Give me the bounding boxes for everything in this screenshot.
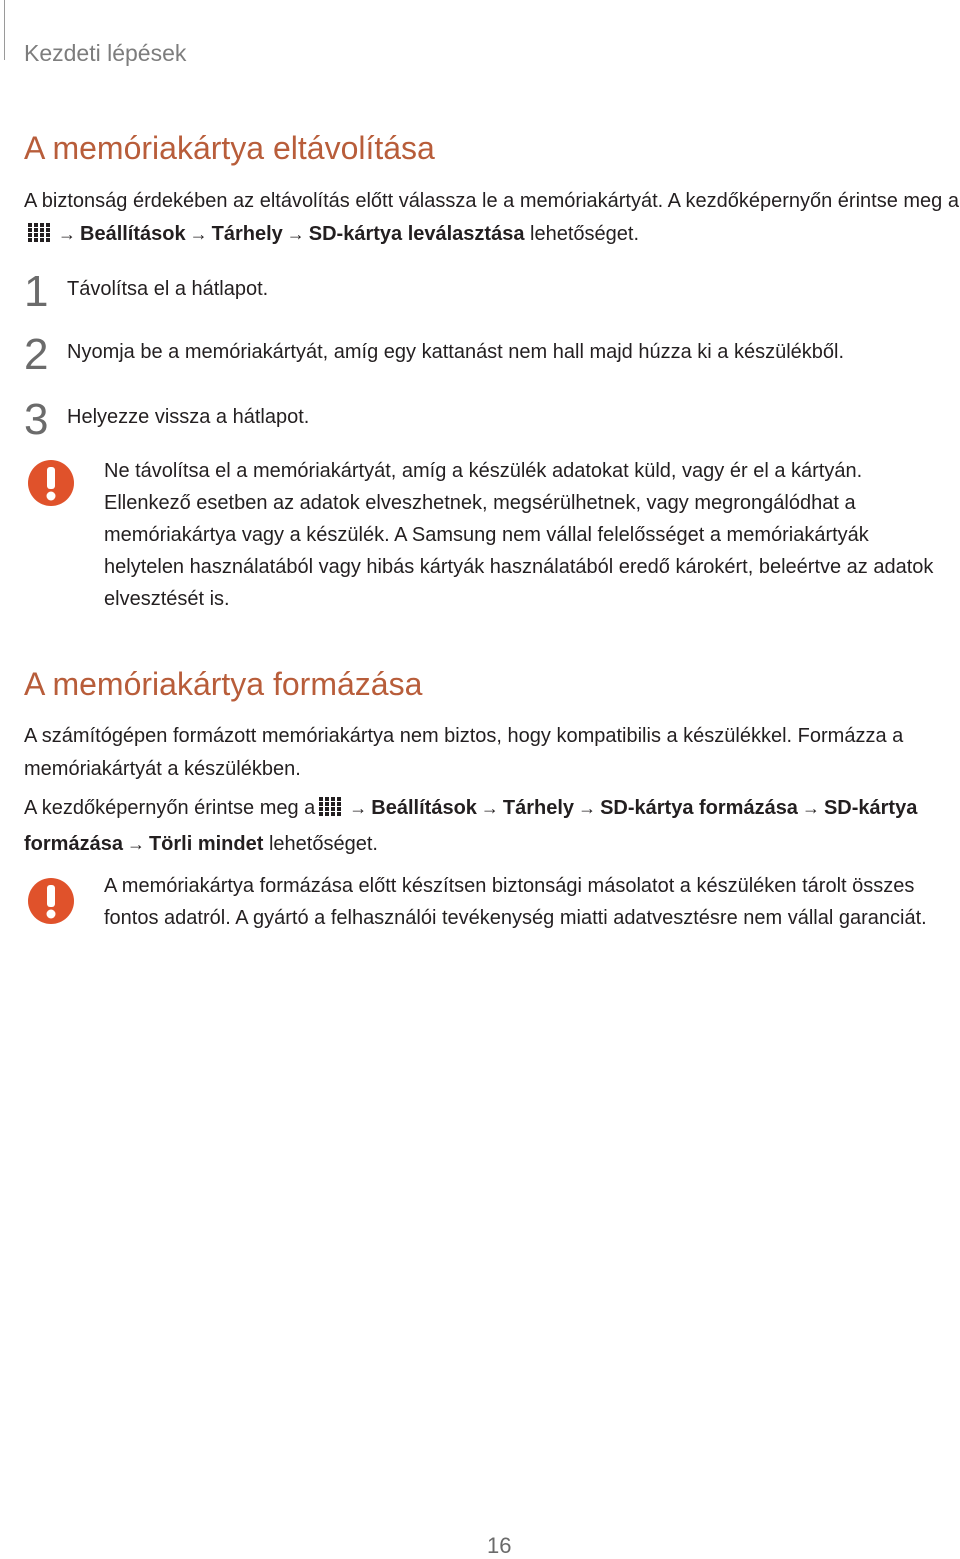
arrow: → <box>189 224 208 244</box>
format-intro: A számítógépen formázott memóriakártya nem biztos, hogy kompatibilis a készülékkel. Formázza a memóriakártyát a készülékben. <box>24 725 904 780</box>
path-item: Tárhely <box>211 223 283 245</box>
format-instructions <box>24 792 934 861</box>
step-text: Helyezze vissza a hátlapot. <box>67 406 310 428</box>
page-number: 16 <box>487 1533 512 1558</box>
arrow: → <box>286 224 305 244</box>
remove-intro <box>24 185 959 254</box>
arrow: → <box>126 834 145 854</box>
section-title-remove: A memóriakártya eltávolítása <box>24 130 435 166</box>
path-item: Beállítások <box>371 797 477 819</box>
remove-intro-end: lehetőséget. <box>530 223 640 245</box>
apps-grid-icon <box>319 795 341 828</box>
path-item: SD-kártya formázása <box>600 797 798 819</box>
warning-icon <box>26 876 76 926</box>
path-item: Tárhely <box>502 797 575 819</box>
step-number: 3 <box>24 395 49 444</box>
arrow: → <box>349 798 368 818</box>
step-text: Távolítsa el a hátlapot. <box>67 278 269 300</box>
warning-icon <box>26 458 76 508</box>
remove-intro-text: A biztonság érdekében az eltávolítás előtt válassza le a memóriakártyát. A kezdőképernyőn érintse meg a <box>24 190 959 212</box>
format-instr-text: A kezdőképernyőn érintse meg a <box>24 797 316 819</box>
path-item: Beállítások <box>80 223 186 245</box>
top-rule <box>4 0 5 60</box>
apps-grid-icon <box>28 221 50 254</box>
format-instr-end: lehetőséget. <box>268 833 378 855</box>
arrow: → <box>578 798 597 818</box>
section-title-format: A memóriakártya formázása <box>24 666 423 702</box>
path-item: SD-kártya leválasztása <box>308 223 525 245</box>
arrow: → <box>801 798 820 818</box>
arrow: → <box>480 798 499 818</box>
arrow: → <box>58 224 76 244</box>
step-text: Nyomja be a memóriakártyát, amíg egy kattanást nem hall majd húzza ki a készülékből. <box>67 341 845 363</box>
warning-text: A memóriakártya formázása előtt készítsen biztonsági másolatot a készüléken tárolt összes fontos adatról. A gyártó a felhasználói tevékenység miatti adatvesztésre nem vállal garanciát. <box>104 875 927 929</box>
step-number: 2 <box>24 330 49 379</box>
path-item: SD-kártya formázása <box>24 797 918 855</box>
step-number: 1 <box>24 267 49 316</box>
running-header: Kezdeti lépések <box>24 40 187 66</box>
path-item: Törli mindet <box>148 833 264 855</box>
warning-text: Ne távolítsa el a memóriakártyát, amíg a készülék adatokat küld, vagy ér el a kártyán. Ellenkező esetben az adatok elveszhetnek, megsérülhetnek, vagy megrongálódhat a memóriakártya vagy a készülék. A Samsung nem vállal felelősséget a memóriakártyák helytelen használatából vagy hibás kártyák használatából eredő károkért, beleértve az adatok elvesztését is. <box>104 460 934 610</box>
